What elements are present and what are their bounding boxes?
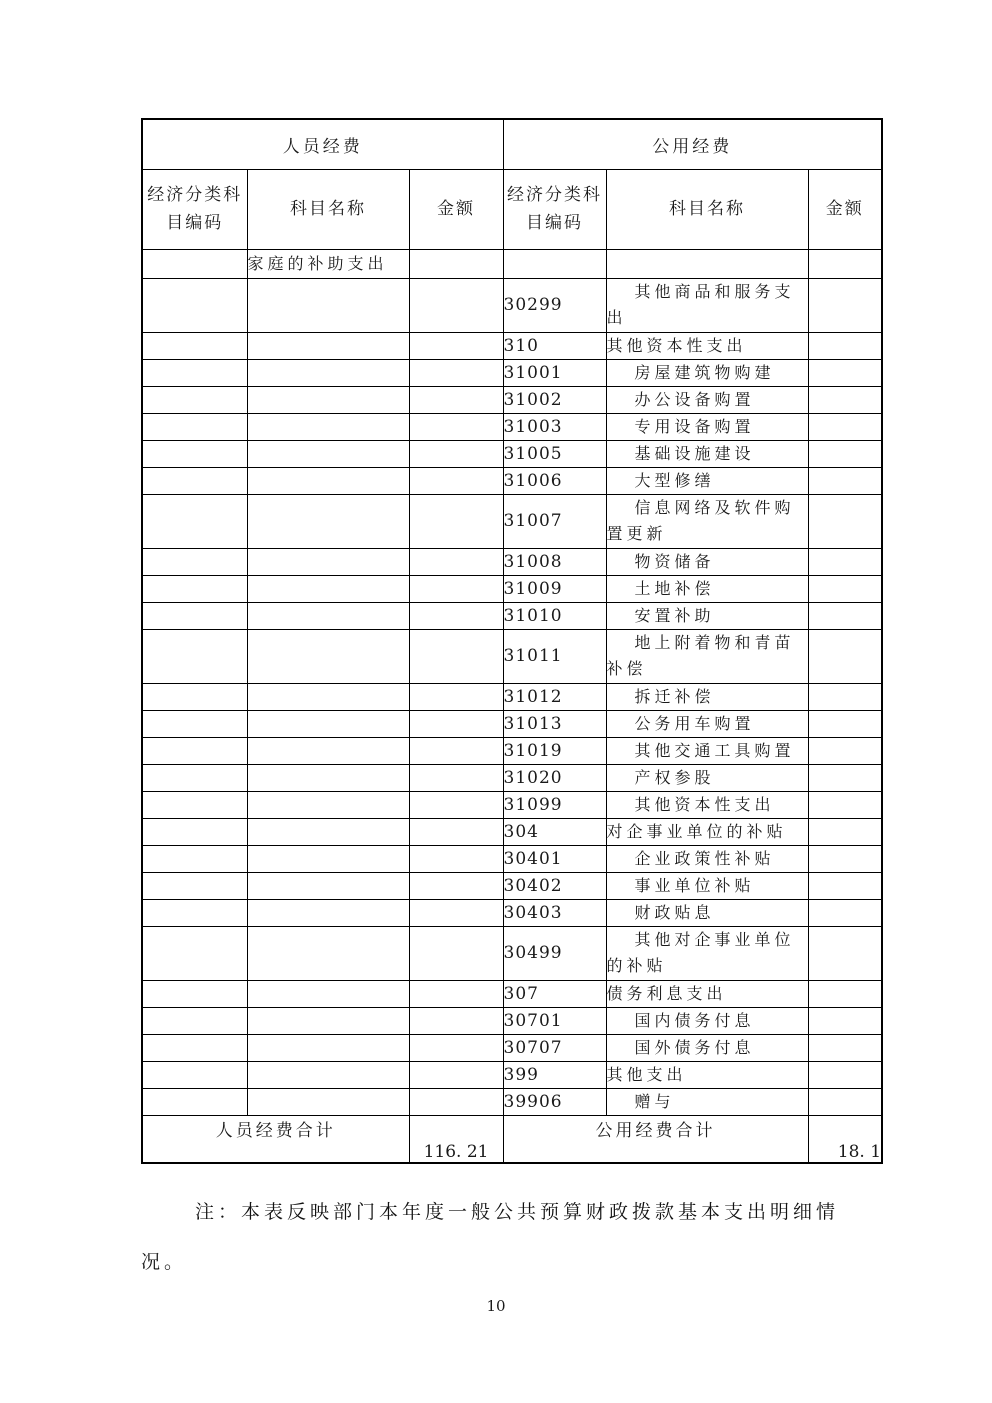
public-code-cell: 30707 [503,1034,606,1061]
public-code-cell: 30299 [503,278,606,332]
personnel-amount-cell [409,1061,503,1088]
public-name-cell: 企业政策性补贴 [606,845,808,872]
public-amount-cell [808,926,882,980]
personnel-amount-cell [409,1007,503,1034]
public-code-cell: 30403 [503,899,606,926]
public-code-cell: 31012 [503,683,606,710]
public-amount-cell [808,494,882,548]
public-amount-cell [808,710,882,737]
personnel-amount-cell [409,1034,503,1061]
public-name-cell [606,249,808,278]
public-code-cell: 304 [503,818,606,845]
public-amount-cell [808,1034,882,1061]
personnel-name-cell [247,899,409,926]
table-row [142,1061,882,1088]
personnel-code-cell [142,278,247,332]
personnel-name-cell [247,494,409,548]
personnel-code-cell [142,1007,247,1034]
personnel-code-cell [142,413,247,440]
public-name-cell: 其他资本性支出 [606,332,808,359]
personnel-name-column-header: 科目名称 [247,169,409,249]
public-code-cell: 31007 [503,494,606,548]
personnel-name-cell [247,980,409,1007]
table-row [142,1007,882,1034]
public-amount-cell [808,1007,882,1034]
personnel-code-column-header: 经济分类科目编码 [142,169,247,249]
table-row [142,926,882,980]
column-header-row [142,169,882,249]
personnel-amount-cell [409,575,503,602]
public-name-cell: 物资储备 [606,548,808,575]
table-row [142,980,882,1007]
personnel-name-cell [247,1034,409,1061]
public-code-cell: 399 [503,1061,606,1088]
personnel-name-cell [247,1061,409,1088]
public-code-cell: 30499 [503,926,606,980]
public-name-cell: 债务利息支出 [606,980,808,1007]
table-body [142,249,882,1115]
table-row [142,386,882,413]
personnel-name-cell [247,710,409,737]
personnel-name-cell [247,1007,409,1034]
public-code-cell: 31003 [503,413,606,440]
personnel-amount-cell [409,926,503,980]
personnel-code-cell [142,872,247,899]
table-row [142,467,882,494]
table-row [142,737,882,764]
public-amount-cell [808,467,882,494]
page-number: 10 [486,1297,506,1315]
table-row [142,1088,882,1115]
personnel-amount-cell [409,980,503,1007]
personnel-name-cell [247,683,409,710]
public-code-column-header: 经济分类科目编码 [503,169,606,249]
personnel-name-cell [247,278,409,332]
public-amount-column-header: 金额 [808,169,882,249]
public-name-cell: 地上附着物和青苗补偿 [606,629,808,683]
public-name-cell: 大型修缮 [606,467,808,494]
personnel-code-cell [142,1034,247,1061]
public-name-cell: 国内债务付息 [606,1007,808,1034]
personnel-name-cell [247,737,409,764]
public-name-cell: 专用设备购置 [606,413,808,440]
public-amount-cell [808,548,882,575]
public-code-cell [503,249,606,278]
personnel-amount-cell [409,764,503,791]
personnel-amount-cell [409,440,503,467]
table-row [142,791,882,818]
personnel-amount-cell [409,872,503,899]
public-code-cell: 39906 [503,1088,606,1115]
public-code-cell: 31019 [503,737,606,764]
public-total-label: 公用经费合计 [503,1115,808,1163]
personnel-amount-cell [409,494,503,548]
public-name-cell: 办公设备购置 [606,386,808,413]
table-row [142,764,882,791]
public-amount-cell [808,602,882,629]
personnel-code-cell [142,629,247,683]
public-amount-cell [808,872,882,899]
public-code-cell: 31001 [503,359,606,386]
personnel-name-cell: 家庭的补助支出 [247,249,409,278]
personnel-name-cell [247,332,409,359]
personnel-name-cell [247,872,409,899]
public-name-cell: 产权参股 [606,764,808,791]
personnel-name-cell [247,1088,409,1115]
public-amount-cell [808,845,882,872]
public-code-cell: 31005 [503,440,606,467]
personnel-code-cell [142,980,247,1007]
personnel-name-cell [247,359,409,386]
section-header-row [142,119,882,169]
personnel-name-cell [247,548,409,575]
public-name-cell: 土地补偿 [606,575,808,602]
personnel-code-cell [142,926,247,980]
public-name-cell: 国外债务付息 [606,1034,808,1061]
personnel-total-label: 人员经费合计 [142,1115,409,1163]
public-code-cell: 30402 [503,872,606,899]
public-amount-cell [808,249,882,278]
public-code-cell: 31006 [503,467,606,494]
public-amount-cell [808,413,882,440]
personnel-code-cell [142,548,247,575]
personnel-code-cell [142,899,247,926]
personnel-code-cell [142,764,247,791]
public-code-cell: 31020 [503,764,606,791]
personnel-amount-cell [409,332,503,359]
personnel-amount-cell [409,548,503,575]
personnel-code-cell [142,332,247,359]
personnel-code-cell [142,683,247,710]
public-name-cell: 信息网络及软件购置更新 [606,494,808,548]
public-amount-cell [808,575,882,602]
public-amount-cell [808,440,882,467]
personnel-name-cell [247,845,409,872]
personnel-code-cell [142,467,247,494]
table-row [142,359,882,386]
public-name-cell: 其他交通工具购置 [606,737,808,764]
personnel-total-amount: 116. 21 [409,1115,503,1163]
table-row [142,278,882,332]
table-row [142,899,882,926]
totals-row [142,1115,882,1163]
personnel-code-cell [142,386,247,413]
public-code-cell: 30401 [503,845,606,872]
public-amount-cell [808,818,882,845]
table-row [142,249,882,278]
personnel-amount-cell [409,249,503,278]
public-amount-cell [808,764,882,791]
personnel-amount-cell [409,845,503,872]
personnel-amount-cell [409,278,503,332]
personnel-name-cell [247,791,409,818]
public-name-cell: 财政贴息 [606,899,808,926]
personnel-amount-column-header: 金额 [409,169,503,249]
public-amount-cell [808,386,882,413]
personnel-code-cell [142,494,247,548]
public-code-cell: 31099 [503,791,606,818]
public-name-cell: 对企事业单位的补贴 [606,818,808,845]
public-code-cell: 31009 [503,575,606,602]
personnel-section-header: 人员经费 [142,119,503,169]
table-row [142,548,882,575]
personnel-name-cell [247,818,409,845]
public-amount-cell [808,980,882,1007]
personnel-amount-cell [409,467,503,494]
personnel-code-cell [142,1061,247,1088]
table-row [142,575,882,602]
personnel-amount-cell [409,710,503,737]
personnel-name-cell [247,764,409,791]
personnel-amount-cell [409,413,503,440]
note-line-2: 况。 [141,1251,188,1273]
personnel-code-cell [142,440,247,467]
personnel-code-cell [142,818,247,845]
public-name-cell: 赠与 [606,1088,808,1115]
personnel-code-cell [142,1088,247,1115]
personnel-name-cell [247,386,409,413]
public-code-cell: 307 [503,980,606,1007]
personnel-name-cell [247,440,409,467]
personnel-code-cell [142,710,247,737]
personnel-name-cell [247,629,409,683]
personnel-amount-cell [409,1088,503,1115]
personnel-code-cell [142,845,247,872]
public-amount-cell [808,332,882,359]
public-amount-cell [808,737,882,764]
public-amount-cell [808,683,882,710]
public-name-cell: 其他对企事业单位的补贴 [606,926,808,980]
public-amount-cell [808,791,882,818]
personnel-name-cell [247,467,409,494]
personnel-code-cell [142,575,247,602]
personnel-name-cell [247,413,409,440]
public-name-cell: 其他支出 [606,1061,808,1088]
personnel-name-cell [247,926,409,980]
public-amount-cell [808,1061,882,1088]
personnel-amount-cell [409,899,503,926]
basic-expenditure-table [141,118,883,1164]
personnel-code-cell [142,737,247,764]
personnel-name-cell [247,602,409,629]
table-row [142,629,882,683]
personnel-code-cell [142,602,247,629]
table-row [142,818,882,845]
table-note [141,1187,882,1287]
public-code-cell: 31002 [503,386,606,413]
public-code-cell: 31011 [503,629,606,683]
personnel-code-cell [142,249,247,278]
public-code-cell: 31008 [503,548,606,575]
personnel-amount-cell [409,629,503,683]
public-amount-cell [808,359,882,386]
personnel-amount-cell [409,359,503,386]
table-row [142,1034,882,1061]
public-name-column-header: 科目名称 [606,169,808,249]
personnel-amount-cell [409,818,503,845]
personnel-amount-cell [409,683,503,710]
personnel-amount-cell [409,602,503,629]
personnel-code-cell [142,359,247,386]
public-code-cell: 31013 [503,710,606,737]
personnel-amount-cell [409,737,503,764]
public-code-cell: 31010 [503,602,606,629]
public-amount-cell [808,899,882,926]
public-name-cell: 事业单位补贴 [606,872,808,899]
table-row [142,413,882,440]
public-code-cell: 30701 [503,1007,606,1034]
public-name-cell: 其他商品和服务支出 [606,278,808,332]
table-row [142,440,882,467]
public-name-cell: 基础设施建设 [606,440,808,467]
table-row [142,332,882,359]
table-row [142,872,882,899]
public-name-cell: 房屋建筑物购建 [606,359,808,386]
public-total-amount: 18. 1 [808,1115,882,1163]
table-row [142,683,882,710]
table-row [142,602,882,629]
table-row [142,845,882,872]
personnel-name-cell [247,575,409,602]
public-name-cell: 其他资本性支出 [606,791,808,818]
public-amount-cell [808,629,882,683]
personnel-amount-cell [409,791,503,818]
personnel-code-cell [142,791,247,818]
public-section-header: 公用经费 [503,119,882,169]
table-row [142,710,882,737]
public-name-cell: 拆迁补偿 [606,683,808,710]
public-code-cell: 310 [503,332,606,359]
public-name-cell: 公务用车购置 [606,710,808,737]
personnel-amount-cell [409,386,503,413]
public-amount-cell [808,1088,882,1115]
note-line-1: 注：本表反映部门本年度一般公共预算财政拨款基本支出明细情 [195,1201,840,1223]
public-amount-cell [808,278,882,332]
public-name-cell: 安置补助 [606,602,808,629]
table-row [142,494,882,548]
